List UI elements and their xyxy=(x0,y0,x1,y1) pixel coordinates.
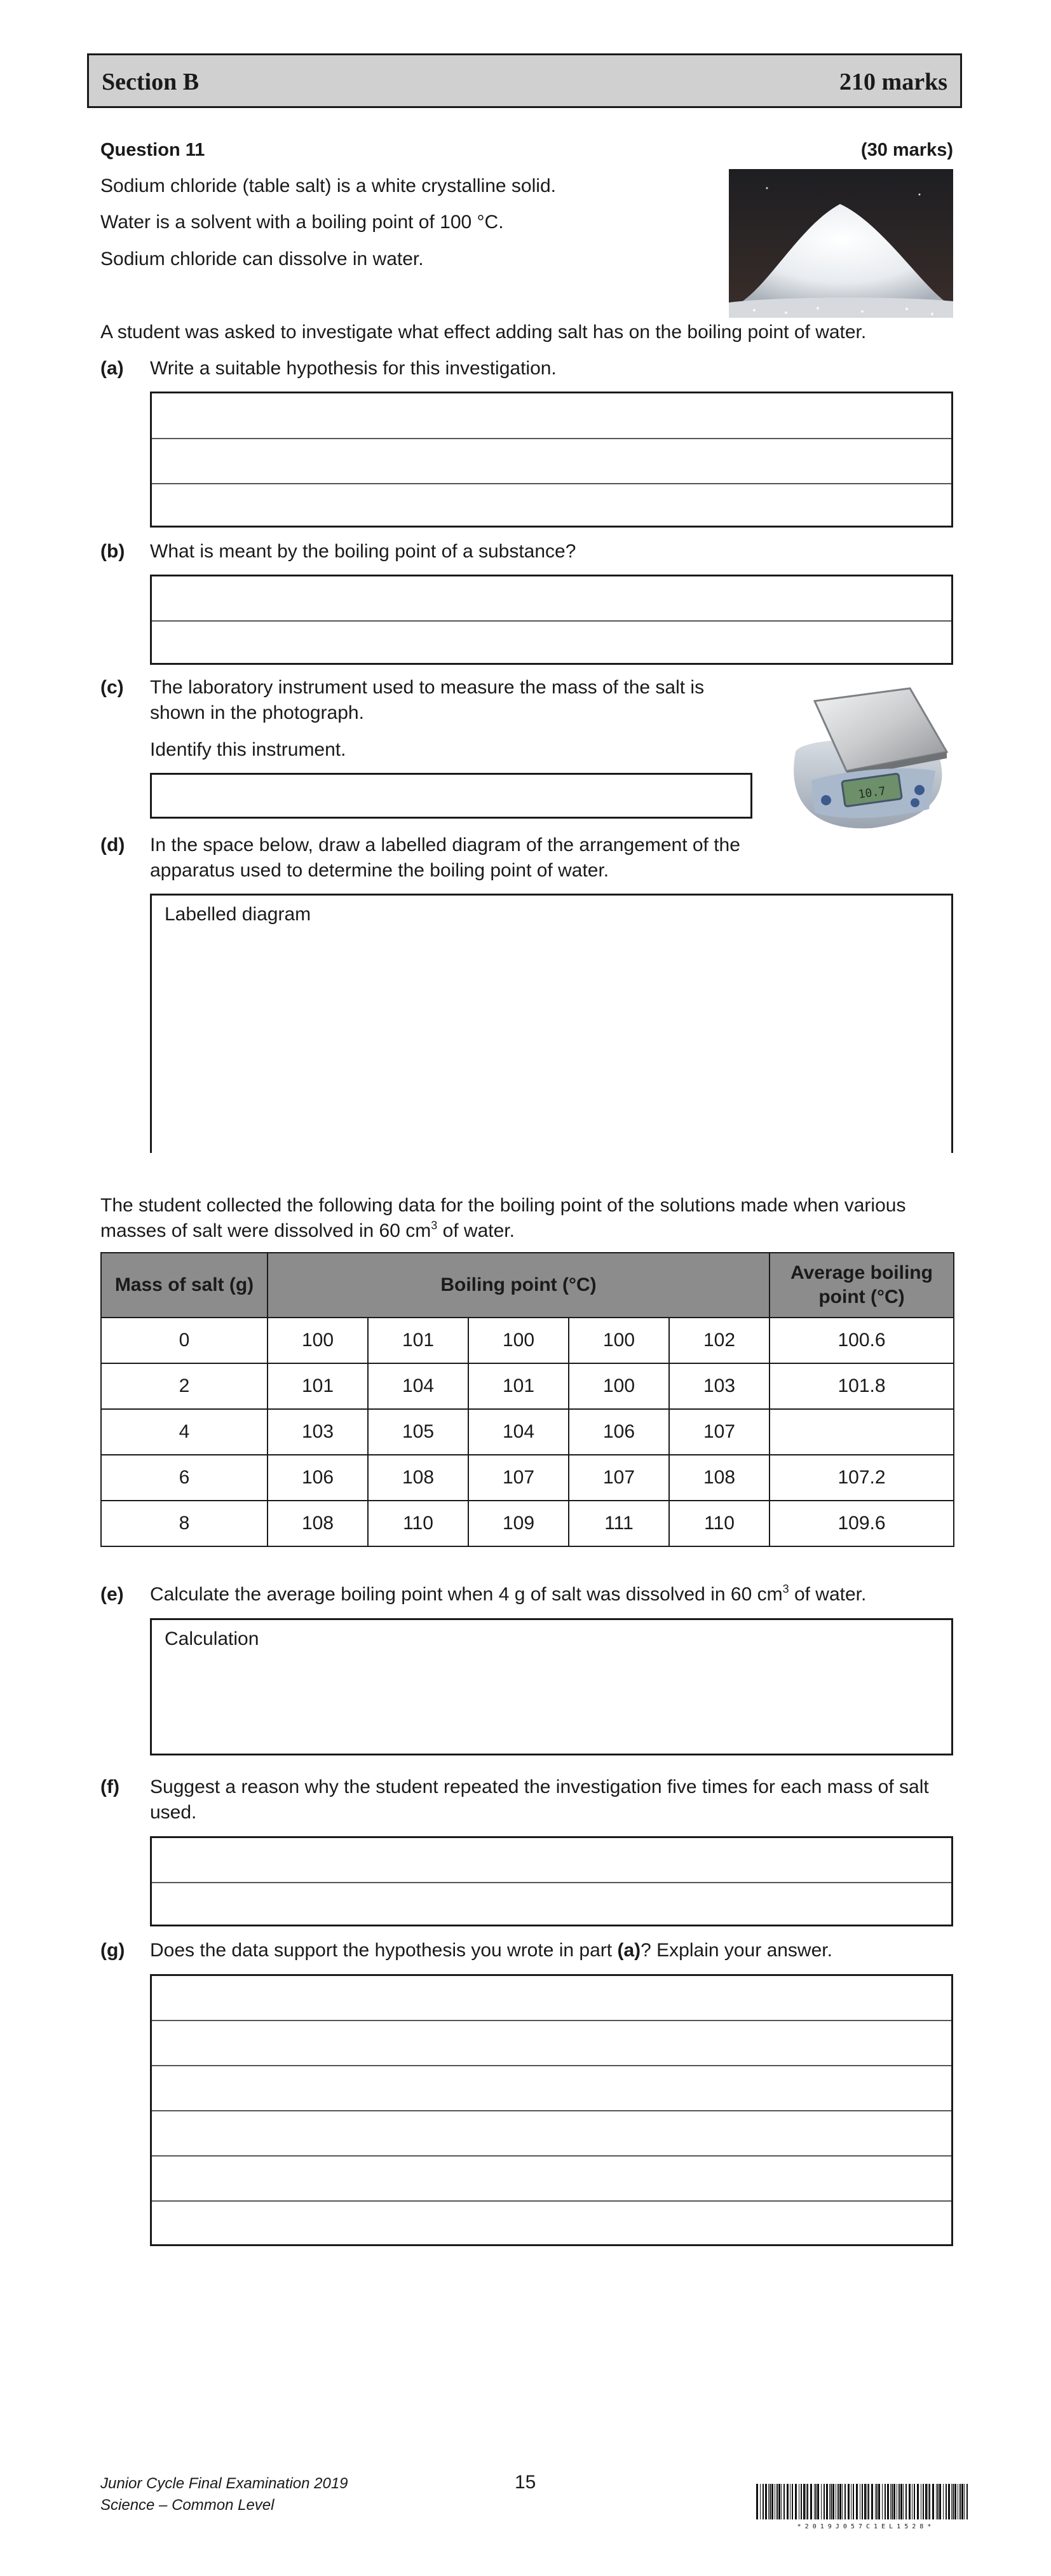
boiling-point-cell: 110 xyxy=(669,1501,770,1546)
question-title: Question 11 xyxy=(100,140,205,160)
part-g-label: (g) xyxy=(100,1940,125,1961)
boiling-point-cell: 102 xyxy=(669,1318,770,1363)
footer-exam: Junior Cycle Final Examination 2019 xyxy=(100,2475,348,2492)
part-c-text-2: shown in the photograph. xyxy=(150,702,364,723)
question-marks: (30 marks) xyxy=(860,140,953,160)
average-cell: 100.6 xyxy=(770,1318,954,1363)
barcode-text: * 2 0 1 9 J 0 5 7 C 1 E L 1 5 2 8 * xyxy=(797,2523,932,2530)
part-f-label: (f) xyxy=(100,1776,119,1797)
boiling-point-cell: 104 xyxy=(468,1409,569,1455)
mass-cell: 6 xyxy=(101,1455,268,1501)
average-cell xyxy=(770,1409,954,1455)
boiling-point-cell: 106 xyxy=(569,1409,669,1455)
boiling-point-cell: 104 xyxy=(368,1363,468,1409)
boiling-point-cell: 108 xyxy=(669,1455,770,1501)
average-cell: 107.2 xyxy=(770,1455,954,1501)
boiling-point-cell: 105 xyxy=(368,1409,468,1455)
average-cell: 109.6 xyxy=(770,1501,954,1546)
mass-cell: 2 xyxy=(101,1363,268,1409)
part-a-label: (a) xyxy=(100,358,124,379)
part-f-text-1: Suggest a reason why the student repeated the investigation five times for each mass of salt xyxy=(150,1776,929,1797)
table-row xyxy=(101,1318,954,1363)
part-d-diagram-box[interactable] xyxy=(150,894,953,1153)
part-c-text-1: The laboratory instrument used to measure the mass of the salt is xyxy=(150,677,705,698)
boiling-point-cell: 107 xyxy=(468,1455,569,1501)
part-e-label: (e) xyxy=(100,1584,124,1605)
part-a-answer-box[interactable] xyxy=(150,392,953,528)
part-f-text-2: used. xyxy=(150,1802,197,1823)
part-d-text-1: In the space below, draw a labelled diagram of the arrangement of the xyxy=(150,835,740,855)
part-c-answer-box[interactable] xyxy=(150,773,752,819)
boiling-point-cell: 106 xyxy=(268,1455,368,1501)
part-b-answer-box[interactable] xyxy=(150,575,953,665)
intro-line-1: Sodium chloride (table salt) is a white crystalline solid. xyxy=(100,175,556,196)
boiling-point-cell: 107 xyxy=(569,1455,669,1501)
mass-cell: 4 xyxy=(101,1409,268,1455)
page-number: 15 xyxy=(515,2472,536,2493)
part-e-calculation-box[interactable] xyxy=(150,1618,953,1755)
boiling-point-cell: 108 xyxy=(368,1455,468,1501)
part-c-text-3: Identify this instrument. xyxy=(150,739,346,760)
part-d-label: (d) xyxy=(100,835,125,855)
part-b-label: (b) xyxy=(100,541,125,562)
boiling-point-cell: 109 xyxy=(468,1501,569,1546)
data-intro-line-2: masses of salt were dissolved in 60 $cm^3$ of water. xyxy=(100,1219,515,1241)
barcode xyxy=(756,2484,972,2530)
table-row xyxy=(101,1409,954,1455)
section-title: Section B xyxy=(102,69,200,95)
question-context: A student was asked to investigate what effect adding salt has on the boiling point of water. xyxy=(100,322,867,343)
boiling-point-cell: 100 xyxy=(569,1318,669,1363)
barcode-icon xyxy=(756,2484,972,2519)
part-c-label: (c) xyxy=(100,677,124,698)
boiling-point-cell: 111 xyxy=(569,1501,669,1546)
table-header-row xyxy=(101,1253,954,1318)
svg-text:10.7: 10.7 xyxy=(857,784,887,801)
boiling-point-cell: 101 xyxy=(268,1363,368,1409)
boiling-point-cell: 110 xyxy=(368,1501,468,1546)
boiling-point-cell: 101 xyxy=(468,1363,569,1409)
boiling-point-cell: 101 xyxy=(368,1318,468,1363)
header-mass: Mass of salt (g) xyxy=(101,1253,268,1318)
boiling-point-cell: 100 xyxy=(268,1318,368,1363)
section-marks: 210 marks xyxy=(839,69,947,95)
part-d-text-2: apparatus used to determine the boiling point of water. xyxy=(150,860,609,881)
header-boiling-point: Boiling point (°C) xyxy=(268,1253,770,1318)
boiling-point-table xyxy=(100,1252,954,1547)
table-row xyxy=(101,1501,954,1546)
part-g-answer-box[interactable] xyxy=(150,1974,953,2246)
salt-pile-photo xyxy=(729,169,953,318)
section-header xyxy=(87,53,962,108)
header-average: Average boiling point (°C) xyxy=(770,1253,954,1318)
mass-cell: 8 xyxy=(101,1501,268,1546)
data-intro-line-1: The student collected the following data for the boiling point of the solutions made when various xyxy=(100,1195,906,1216)
boiling-point-cell: 107 xyxy=(669,1409,770,1455)
boiling-point-cell: 100 xyxy=(468,1318,569,1363)
part-f-answer-box[interactable] xyxy=(150,1836,953,1926)
salt-pile-icon xyxy=(729,169,953,318)
part-a-text: Write a suitable hypothesis for this investigation. xyxy=(150,358,557,379)
intro-line-2: Water is a solvent with a boiling point of 100 °C. xyxy=(100,212,504,233)
part-b-text: What is meant by the boiling point of a substance? xyxy=(150,541,576,562)
part-g-text: Does the data support the hypothesis you wrote in part (a)? Explain your answer. xyxy=(150,1940,832,1961)
intro-line-3: Sodium chloride can dissolve in water. xyxy=(100,249,424,269)
boiling-point-cell: 100 xyxy=(569,1363,669,1409)
part-e-text: Calculate the average boiling point when 4 g of salt was dissolved in 60 $cm^3$ of water. xyxy=(150,1583,867,1605)
boiling-point-cell: 103 xyxy=(669,1363,770,1409)
table-row xyxy=(101,1455,954,1501)
boiling-point-cell: 103 xyxy=(268,1409,368,1455)
average-cell: 101.8 xyxy=(770,1363,954,1409)
mass-cell: 0 xyxy=(101,1318,268,1363)
part-d-box-label: Labelled diagram xyxy=(165,904,311,925)
digital-balance-icon xyxy=(776,676,954,835)
footer-subject: Science – Common Level xyxy=(100,2497,275,2514)
digital-balance-photo xyxy=(776,676,954,835)
part-e-box-label: Calculation xyxy=(165,1628,259,1649)
table-row xyxy=(101,1363,954,1409)
boiling-point-cell: 108 xyxy=(268,1501,368,1546)
